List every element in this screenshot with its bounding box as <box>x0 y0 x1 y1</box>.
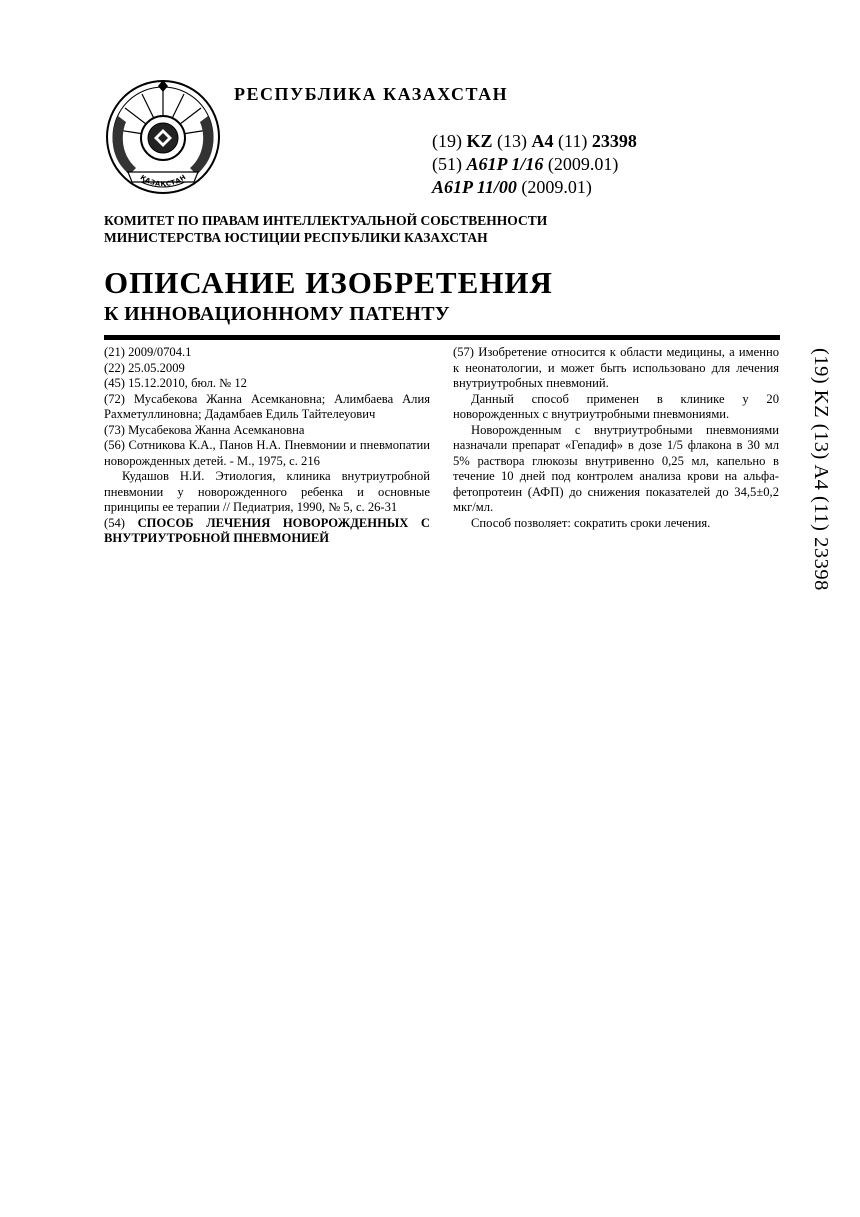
field-56-reference-1: (56) Сотникова К.А., Панов Н.А. Пневмонии и пневмопатии новорожденных детей. - М., 1975, с. 216 <box>104 438 430 468</box>
codes-line-2 <box>432 153 637 176</box>
document-subtitle: К ИННОВАЦИОННОМУ ПАТЕНТУ <box>104 303 450 325</box>
field-45-publication-date: (45) 15.12.2010, бюл. № 12 <box>104 376 247 390</box>
field-22-filing-date: (22) 25.05.2009 <box>104 360 185 375</box>
field-54-code: (54) <box>104 515 125 530</box>
field-21-application-number: (21) 2009/0704.1 <box>104 345 192 359</box>
field-73-patent-owner: (73) Мусабекова Жанна Асемкановна <box>104 422 305 437</box>
code-19: (19) <box>432 131 462 151</box>
invention-title: СПОСОБ ЛЕЧЕНИЯ НОВОРОЖДЕННЫХ С ВНУТРИУТРОБНОЙ ПНЕВМОНИЕЙ <box>104 515 430 545</box>
document-kind: A4 <box>531 131 554 151</box>
field-54-invention-title <box>104 516 430 547</box>
code-51: (51) <box>432 154 462 174</box>
abstract-paragraph-3: Новорожденным с внутриутробными пневмониями назначали препарат «Гепадиф» в дозе 1/5 флакона в 30 мл 5% раствора глюкозы внутривенно 0,25 мл, капельно в течение 10 дней под контролем анализа крови на альфа-фетопротеин (АФП) до снижения показателей до 34,5±0,2 мкг/мл. <box>453 422 779 514</box>
document-title: ОПИСАНИЕ ИЗОБРЕТЕНИЯ <box>104 265 553 300</box>
ipc-class-1: A61P 1/16 <box>466 154 544 174</box>
country-name: РЕСПУБЛИКА КАЗАХСТАН <box>234 84 509 104</box>
committee-line-2: МИНИСТЕРСТВА ЮСТИЦИИ РЕСПУБЛИКИ КАЗАХСТАН <box>104 230 488 245</box>
state-emblem <box>104 78 222 196</box>
bibliographic-data-column <box>104 345 430 547</box>
abstract-paragraph-2: Данный способ применен в клинике у 20 новорожденных с внутриутробными пневмониями. <box>453 391 779 421</box>
committee-name <box>104 212 547 246</box>
code-11: (11) <box>558 131 588 151</box>
abstract-column <box>453 345 779 531</box>
svg-text:ҚАЗАҚСТАН: ҚАЗАҚСТАН <box>138 172 188 189</box>
code-13: (13) <box>497 131 528 151</box>
bibliographic-codes <box>432 130 637 199</box>
committee-line-1: КОМИТЕТ ПО ПРАВАМ ИНТЕЛЛЕКТУАЛЬНОЙ СОБСТВЕННОСТИ <box>104 213 548 228</box>
patent-number: 23398 <box>591 131 637 151</box>
country-code: KZ <box>466 131 493 151</box>
codes-line-1 <box>432 130 637 153</box>
field-56-reference-2: Кудашов Н.И. Этиология, клиника внутриутробной пневмонии у новорожденного ребенка и основные принципы ее терапии // Педиатрия, 1990, № 5, с. 26-31 <box>104 469 430 514</box>
ipc-class-2-date: (2009.01) <box>521 177 592 197</box>
field-72-inventors: (72) Мусабекова Жанна Асемкановна; Алимбаева Алия Рахметуллиновна; Дадамбаев Едиль Тайтелеуович <box>104 391 430 421</box>
abstract-paragraph-4: Способ позволяет: сократить сроки лечения. <box>471 515 711 530</box>
header-divider <box>104 335 780 340</box>
ipc-class-1-date: (2009.01) <box>547 154 619 174</box>
codes-line-3 <box>432 176 637 199</box>
vertical-patent-code: (19) KZ (13) A4 (11) 23398 <box>810 348 832 591</box>
abstract-paragraph-1: (57) Изобретение относится к области медицины, а именно к неонатологии, и может быть использовано для лечения внутриутробных пневмоний. <box>453 345 779 390</box>
ipc-class-2: A61P 11/00 <box>432 177 517 197</box>
